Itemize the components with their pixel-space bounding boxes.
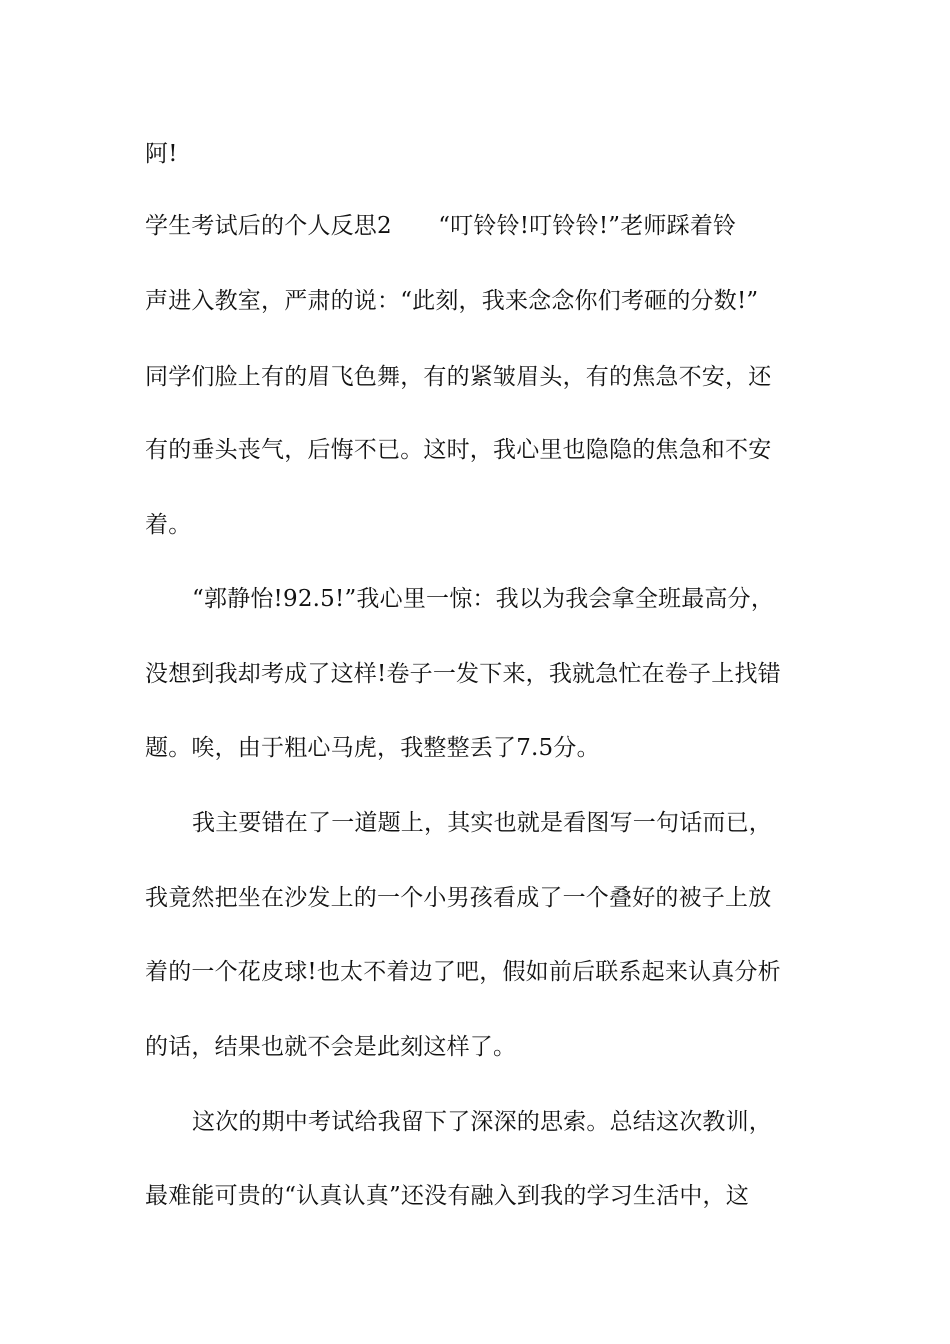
text-line-11: 我竟然把坐在沙发上的一个小男孩看成了一个叠好的被子上放 [145, 885, 772, 911]
text-line-7: “郭静怡!92.5!”我心里一惊：我以为我会拿全班最高分， [192, 586, 775, 612]
text-line-1: 阿! [145, 141, 178, 167]
text-line-4: 同学们脸上有的眉飞色舞，有的紧皱眉头，有的焦急不安，还 [145, 364, 772, 390]
text-line-6: 着。 [145, 512, 192, 538]
text-line-13: 的话，结果也就不会是此刻这样了。 [145, 1034, 517, 1060]
text-line-10: 我主要错在了一道题上，其实也就是看图写一句话而已， [192, 810, 772, 836]
text-line-9: 题。唉，由于粗心马虎，我整整丢了7.5分。 [145, 735, 600, 761]
text-line-15: 最难能可贵的“认真认真”还没有融入到我的学习生活中，这 [145, 1183, 749, 1209]
text-line-8: 没想到我却考成了这样!卷子一发下来，我就急忙在卷子上找错 [145, 661, 781, 687]
text-line-2: 学生考试后的个人反思2 “叮铃铃!叮铃铃!”老师踩着铃 [145, 213, 737, 239]
text-line-3: 声进入教室，严肃的说：“此刻，我来念念你们考砸的分数!” [145, 288, 759, 314]
text-line-5: 有的垂头丧气，后悔不已。这时，我心里也隐隐的焦急和不安 [145, 437, 772, 463]
text-line-14: 这次的期中考试给我留下了深深的思索。总结这次教训， [192, 1109, 772, 1135]
text-line-12: 着的一个花皮球!也太不着边了吧，假如前后联系起来认真分析 [145, 959, 781, 985]
